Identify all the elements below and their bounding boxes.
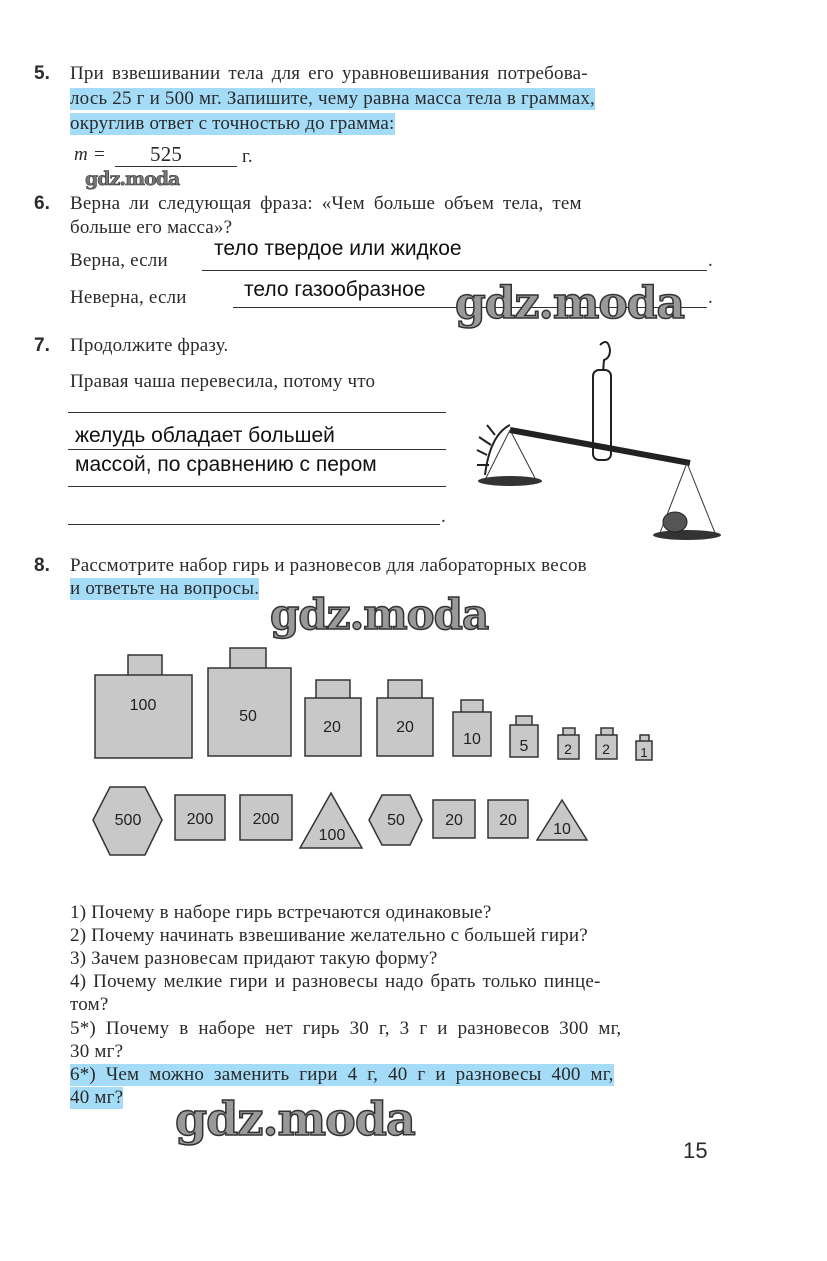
svg-text:100: 100 (129, 697, 157, 714)
weight-2 (596, 728, 617, 759)
question: 6*) Чем можно заменить гири 4 г, 40 г и разновесы 400 мг, (70, 1064, 614, 1085)
task-8-text: Рассмотрите набор гирь и разновесов для лабораторных весов (70, 555, 587, 576)
balance-scale-illustration (465, 335, 725, 545)
page-number: 15 (683, 1138, 708, 1163)
question: 4) Почему мелкие гири и разновесы надо брать только пинце- (70, 971, 601, 992)
raznoves-200 (240, 795, 292, 840)
svg-text:5: 5 (519, 738, 529, 755)
task-7-number: 7. (34, 335, 50, 356)
raznoves-200 (175, 795, 225, 840)
weight-1 (636, 735, 652, 760)
task-5-text: При взвешивании тела для его уравновешивания потребова- (70, 63, 588, 84)
question: 3) Зачем разновесам придают такую форму? (70, 948, 438, 969)
task-6-text: Верна ли следующая фраза: «Чем больше объем тела, тем (70, 193, 582, 214)
answer-line (68, 486, 446, 487)
svg-text:500: 500 (114, 812, 142, 829)
watermark: gdz.moda (270, 590, 489, 639)
svg-text:20: 20 (499, 812, 517, 829)
watermark: gdz.moda (455, 278, 685, 329)
svg-text:2: 2 (602, 741, 610, 757)
answer-line (68, 449, 446, 450)
task-8-text: и ответьте на вопросы. (70, 578, 260, 599)
raznoves-50 (369, 795, 422, 845)
svg-text:100: 100 (318, 827, 346, 844)
svg-text:200: 200 (252, 811, 280, 828)
raznoves-500 (93, 787, 162, 855)
weight-50 (208, 648, 291, 756)
svg-text:50: 50 (387, 812, 405, 829)
task-5-number: 5. (34, 63, 50, 84)
weight-2 (558, 728, 579, 759)
unit-label: г. (242, 146, 253, 167)
svg-text:10: 10 (553, 821, 571, 838)
weight-10 (453, 700, 491, 756)
svg-text:1: 1 (640, 745, 648, 760)
task-5-text: лось 25 г и 500 мг. Запишите, чему равна масса тела в граммах, (70, 88, 595, 109)
raznoves-10 (537, 800, 587, 840)
weight-100 (95, 655, 192, 758)
task-6-number: 6. (34, 193, 50, 214)
task-6-text: больше его масса»? (70, 217, 233, 238)
raznoves-100 (300, 793, 362, 848)
question: 5*) Почему в наборе нет гирь 30 г, 3 г и разновесов 300 мг, (70, 1018, 622, 1039)
weight-5 (510, 716, 538, 757)
svg-text:20: 20 (396, 719, 414, 736)
svg-text:2: 2 (564, 741, 572, 757)
false-label: Неверна, если (70, 287, 187, 308)
answer-line (202, 270, 707, 271)
answer-line (68, 524, 440, 525)
raznoves-20 (488, 800, 528, 838)
question: 2) Почему начинать взвешивание желательно с большей гири? (70, 925, 588, 946)
task-8-number: 8. (34, 555, 50, 576)
watermark: gdz.moda (175, 1092, 415, 1146)
question: том? (70, 994, 109, 1015)
task-5-text: округлив ответ с точностью до грамма: (70, 113, 395, 134)
weight-20 (305, 680, 361, 756)
answer-line (68, 412, 446, 413)
task-6-true-answer: тело твердое или жидкое (214, 237, 462, 260)
svg-text:10: 10 (463, 731, 481, 748)
task-7-answer-line-1: желудь обладает большей (75, 424, 335, 447)
raznoves-20 (433, 800, 475, 838)
mass-label: m = (74, 144, 106, 165)
svg-text:20: 20 (323, 719, 341, 736)
weight-20 (377, 680, 433, 756)
task-7-title: Продолжите фразу. (70, 335, 229, 356)
question: 1) Почему в наборе гирь встречаются одинаковые? (70, 902, 492, 923)
svg-text:200: 200 (186, 811, 214, 828)
question: 30 мг? (70, 1041, 124, 1062)
task-6-false-answer: тело газообразное (244, 278, 426, 301)
task-7-answer-line-2: массой, по сравнению с пером (75, 453, 377, 476)
weights-illustration (0, 640, 827, 870)
task-5-answer: 525 (150, 142, 183, 166)
true-label: Верна, если (70, 250, 168, 271)
task-7-prompt: Правая чаша перевесила, потому что (70, 371, 376, 392)
svg-text:50: 50 (239, 708, 257, 725)
svg-text:20: 20 (445, 812, 463, 829)
watermark: gdz.moda (85, 168, 180, 190)
question: 40 мг? (70, 1087, 124, 1108)
